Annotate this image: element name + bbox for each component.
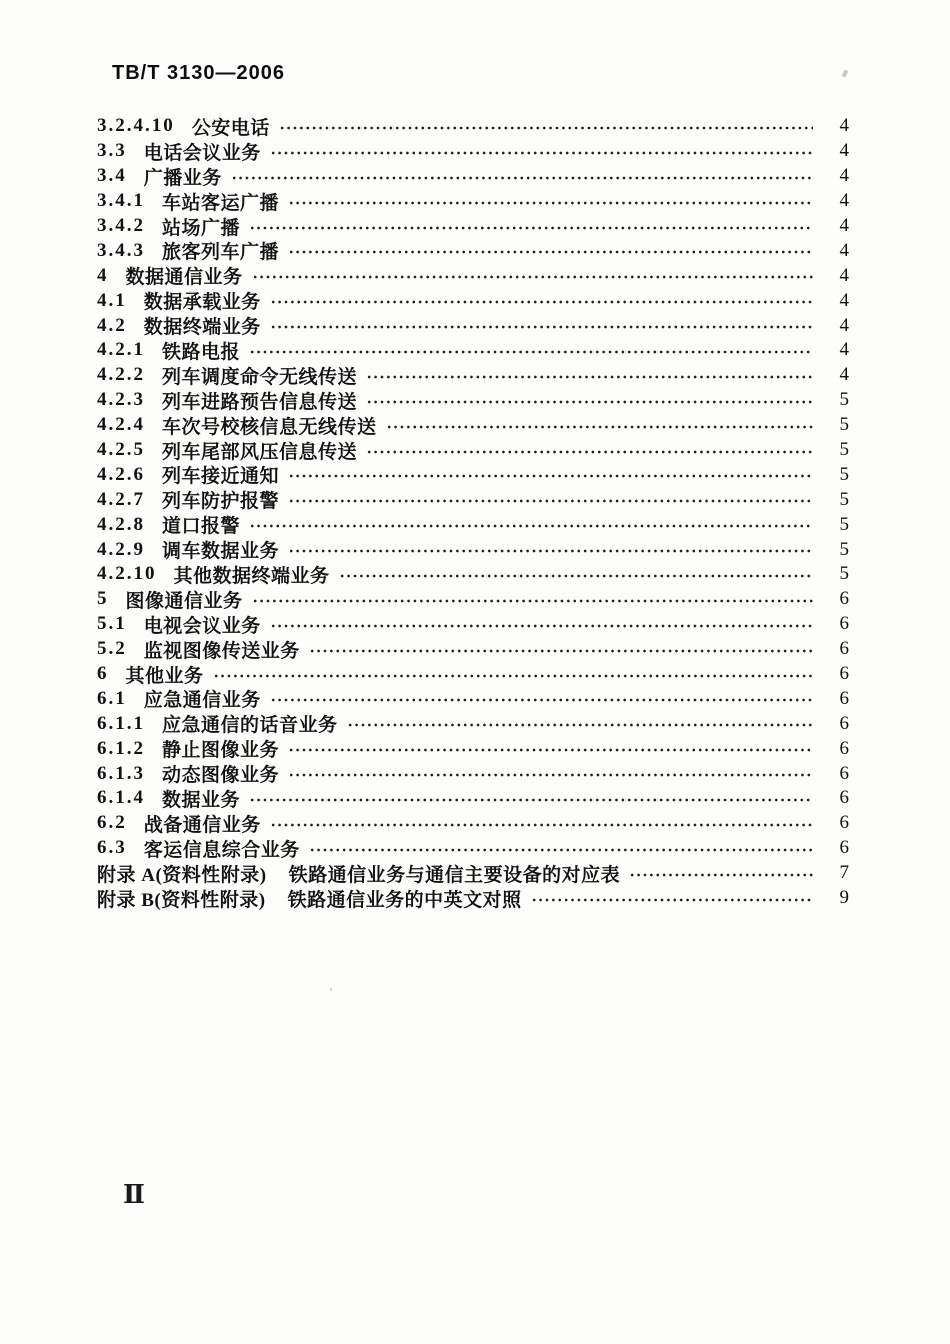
toc-entry-number: 4.2	[97, 314, 127, 336]
toc-entry	[97, 164, 849, 189]
toc-entry	[97, 363, 849, 388]
toc-entry	[97, 686, 849, 711]
dot-leader	[270, 822, 813, 828]
toc-entry-title: 数据承载业务	[143, 292, 261, 314]
toc-entry-number: 3.2.4.10	[97, 115, 175, 137]
toc-entry	[97, 612, 849, 637]
toc-entry	[97, 238, 849, 263]
toc-entry	[97, 139, 849, 164]
toc-entry-title: 调车数据业务	[162, 541, 280, 563]
toc-entry-number: 4.2.10	[97, 563, 157, 585]
toc-entry	[97, 438, 849, 463]
toc-entry-title: 公安电话	[191, 117, 270, 139]
toc-entry-number: 6.1.3	[97, 762, 145, 784]
toc-entry-page: 4	[839, 215, 849, 236]
toc-entry	[97, 413, 849, 438]
toc-entry-title: 图像通信业务	[125, 590, 243, 612]
toc-entry-number: 4.2.1	[97, 339, 145, 361]
dot-leader	[629, 872, 813, 878]
dot-leader	[270, 623, 813, 629]
toc-entry-page: 4	[839, 140, 849, 162]
dot-leader	[270, 697, 813, 703]
toc-entry-title: 数据通信业务	[125, 267, 243, 289]
toc-entry-number: 4.2.2	[97, 364, 145, 386]
toc-entry-page: 4	[839, 364, 849, 386]
toc-entry-number: 6.3	[97, 837, 127, 859]
toc-entry-number: 4.2.4	[97, 414, 145, 436]
page-number: Ⅱ	[123, 1180, 145, 1209]
toc-entry-title: 数据终端业务	[143, 317, 261, 339]
toc-entry-title: 静止图像业务	[162, 740, 280, 762]
toc-entry-number: 4.2.9	[97, 538, 145, 560]
toc-entry-number: 4.2.3	[97, 389, 145, 411]
dot-leader	[347, 722, 813, 728]
toc-entry	[97, 861, 849, 886]
toc-entry	[97, 338, 849, 363]
toc-entry-page: 5	[839, 389, 849, 411]
dot-leader	[309, 648, 813, 654]
dot-leader	[249, 797, 813, 803]
toc-entry	[97, 263, 849, 288]
toc-entry-title: 车次号校核信息无线传送	[162, 416, 377, 438]
toc-entry-title: 广播业务	[143, 167, 222, 189]
toc-entry	[97, 288, 849, 313]
toc-entry-number: 3.3	[97, 140, 127, 162]
toc-entry	[97, 886, 849, 911]
dot-leader	[279, 125, 813, 131]
toc-entry-title: 电视会议业务	[143, 615, 261, 637]
toc-entry	[97, 189, 849, 214]
toc-entry-title: 应急通信的话音业务	[162, 715, 338, 737]
toc-entry-page: 5	[839, 538, 849, 560]
toc-entry-number: 6	[97, 663, 109, 685]
toc-entry-page: 6	[839, 812, 849, 834]
toc-entry	[97, 562, 849, 587]
scan-artifact	[842, 69, 849, 77]
dot-leader	[249, 523, 813, 529]
toc-entry-page: 6	[839, 787, 849, 809]
toc-entry-number: 3.4.3	[97, 239, 145, 261]
dot-leader	[288, 747, 813, 753]
toc-entry-title: 应急通信业务	[143, 690, 261, 712]
dot-leader	[249, 225, 813, 231]
toc-entry-number: 3.4.1	[97, 190, 145, 212]
toc-entry	[97, 736, 849, 761]
toc-entry-number: 4.2.5	[97, 439, 145, 461]
toc-entry-page: 4	[839, 339, 849, 361]
dot-leader	[270, 324, 813, 330]
toc-entry	[97, 537, 849, 562]
toc-entry-title: 道口报警	[162, 516, 241, 538]
toc-entry-title: 数据业务	[162, 790, 241, 811]
toc-entry-number: 6.1	[97, 687, 127, 709]
toc-entry-number: 4.1	[97, 289, 127, 311]
toc-entry-title: 站场广播	[162, 217, 241, 239]
toc-entry-page: 6	[839, 638, 849, 660]
toc-entry-page: 6	[839, 837, 849, 859]
dot-leader	[339, 573, 813, 579]
toc-entry-page: 6	[839, 762, 849, 784]
toc-entry-number: 6.1.4	[97, 787, 145, 809]
toc-entry	[97, 388, 849, 413]
toc-entry-page: 5	[839, 513, 849, 535]
dot-leader	[288, 548, 813, 554]
toc-entry-page: 6	[839, 687, 849, 709]
toc-entry-title: 列车进路预告信息传送	[162, 391, 358, 413]
dot-leader	[288, 473, 813, 479]
toc-entry-page: 4	[839, 165, 849, 187]
toc-entry-number: 4.2.6	[97, 463, 145, 485]
toc-entry	[97, 462, 849, 487]
toc-entry	[97, 313, 849, 338]
toc-entry-number: 6.2	[97, 812, 127, 834]
dot-leader	[288, 772, 813, 778]
toc-entry-page: 5	[839, 563, 849, 585]
dot-leader	[531, 897, 813, 903]
toc-entry-title: 铁路通信业务与通信主要设备的对应表	[288, 864, 621, 886]
toc-entry-page: 6	[839, 712, 849, 734]
toc-entry-number: 3.4	[97, 165, 127, 187]
toc-entry-page: 4	[839, 289, 849, 311]
toc-entry-number: 6.1.2	[97, 737, 145, 759]
toc-entry-page: 6	[839, 613, 849, 635]
dot-leader	[252, 274, 813, 280]
toc-entry-number: 3.4.2	[97, 215, 145, 236]
dot-leader	[288, 498, 813, 504]
toc-entry-title: 客运信息综合业务	[143, 839, 300, 861]
toc-entry	[97, 512, 849, 537]
toc-entry-number: 5.1	[97, 613, 127, 635]
toc-entry-title: 电话会议业务	[143, 142, 261, 164]
toc-entry-page: 5	[839, 463, 849, 485]
toc-entry	[97, 587, 849, 612]
dot-leader	[366, 449, 813, 455]
dot-leader	[213, 673, 813, 679]
dot-leader	[288, 200, 813, 206]
toc-entry-number: 5.2	[97, 638, 127, 660]
toc-entry-number: 6.1.1	[97, 712, 145, 734]
toc-entry	[97, 662, 849, 687]
toc-entry-title: 车站客运广播	[162, 192, 280, 214]
toc-entry	[97, 214, 849, 239]
toc-entry	[97, 811, 849, 836]
toc-entry-title: 列车尾部风压信息传送	[162, 441, 358, 463]
dot-leader	[366, 374, 813, 380]
toc-entry	[97, 487, 849, 512]
toc-entry-page: 7	[839, 862, 849, 884]
toc-entry-title: 战备通信业务	[143, 814, 261, 836]
toc-entry-number: 4.2.8	[97, 513, 145, 535]
toc-entry-number: 4.2.7	[97, 488, 145, 510]
dot-leader	[231, 175, 813, 181]
toc-entry-page: 4	[839, 115, 849, 137]
dot-leader	[386, 424, 813, 430]
toc-entry-page: 4	[839, 264, 849, 286]
toc-entry-page: 5	[839, 439, 849, 461]
toc-entry-page: 5	[839, 488, 849, 510]
toc-entry-title: 监视图像传送业务	[143, 640, 300, 662]
toc-entry-page: 9	[839, 887, 849, 909]
toc-entry	[97, 114, 849, 139]
standard-number: TB/T 3130—2006	[112, 62, 285, 84]
toc-entry-title: 列车防护报警	[162, 491, 280, 513]
toc-entry-title: 列车接近通知	[162, 466, 280, 488]
toc-entry-title: 列车调度命令无线传送	[162, 366, 358, 388]
dot-leader	[270, 150, 813, 156]
toc-entry	[97, 711, 849, 736]
toc-entry-page: 4	[839, 190, 849, 212]
toc-entry-page: 4	[839, 239, 849, 261]
toc-entry-number: 5	[97, 588, 109, 610]
toc-entry	[97, 786, 849, 811]
toc-entry	[97, 761, 849, 786]
dot-leader	[249, 349, 813, 355]
toc-entry-page: 5	[839, 414, 849, 436]
toc-entry	[97, 836, 849, 861]
toc-entry-number: 附录 A(资料性附录)	[97, 864, 267, 886]
scan-artifact	[330, 988, 332, 991]
toc-entry-title: 铁路电报	[162, 341, 241, 363]
toc-entry-title: 其他数据终端业务	[173, 565, 330, 587]
dot-leader	[366, 399, 813, 405]
dot-leader	[309, 847, 813, 853]
toc-entry-title: 其他业务	[125, 665, 204, 687]
toc-entry-number: 4	[97, 264, 109, 286]
toc-entry-title: 铁路通信业务的中英文对照	[287, 889, 522, 911]
toc-entry-number: 附录 B(资料性附录)	[97, 889, 266, 911]
toc-entry-page: 6	[839, 588, 849, 610]
toc-entry-title: 旅客列车广播	[162, 242, 280, 264]
toc-entry-page: 6	[839, 663, 849, 685]
dot-leader	[288, 249, 813, 255]
table-of-contents	[97, 114, 849, 911]
toc-entry-page: 6	[839, 737, 849, 759]
toc-entry	[97, 637, 849, 662]
dot-leader	[270, 299, 813, 305]
toc-entry-page: 4	[839, 314, 849, 336]
toc-entry-title: 动态图像业务	[162, 765, 280, 787]
dot-leader	[252, 598, 813, 604]
